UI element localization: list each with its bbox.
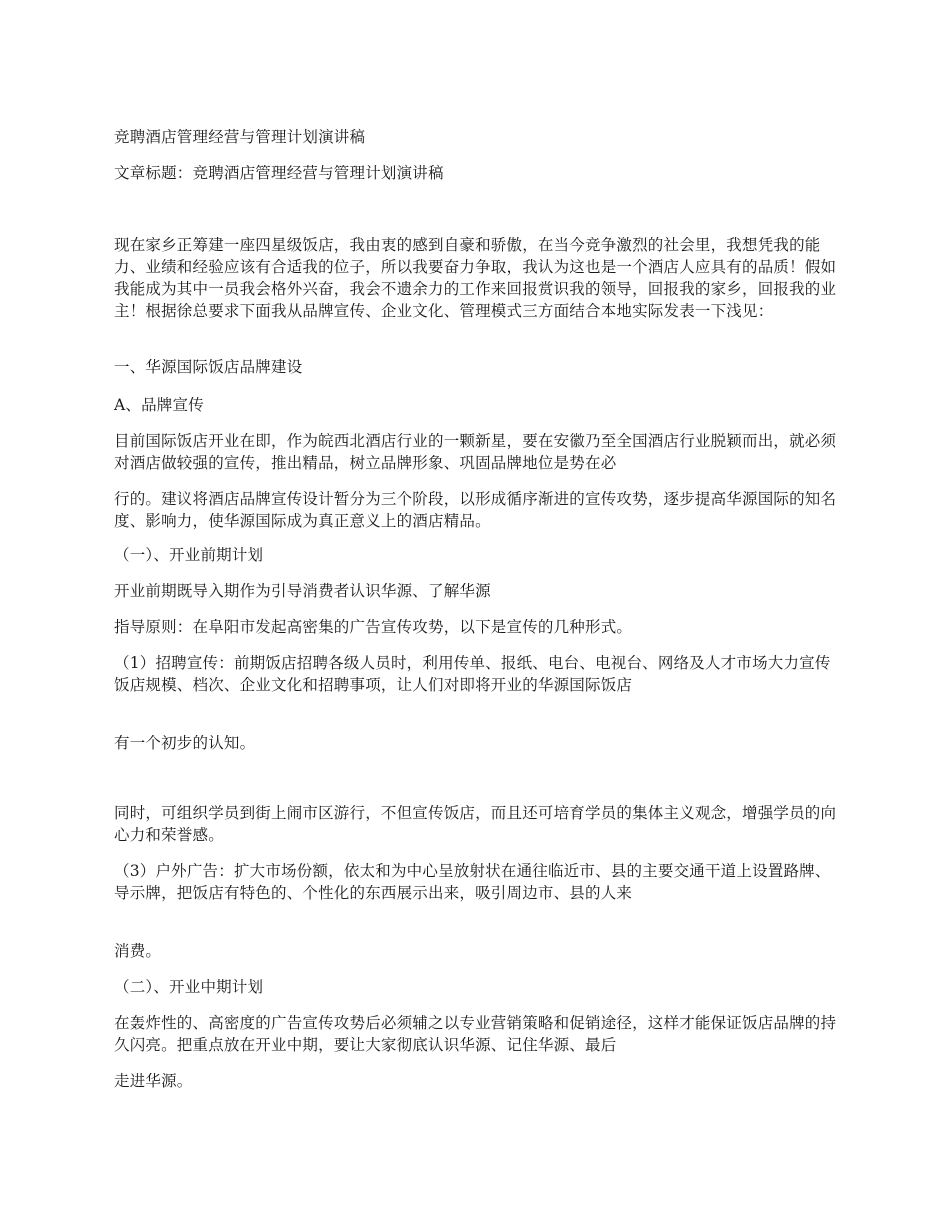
intro-paragraph: 现在家乡正筹建一座四星级饭店，我由衷的感到自豪和骄傲，在当今竞争激烈的社会里，我想凭我的能力、业绩和经验应该有合适我的位子，所以我要奋力争取，我认为这也是一个酒店人应具有的品质！假如我能成为其中一员我会格外兴奋，我会不遗余力的工作来回报赏识我的领导，回报我的家乡，回报我的业主！根据徐总要求下面我从品牌宣传、企业文化、管理模式三方面结合本地实际发表一下浅见： bbox=[114, 236, 837, 320]
paragraph-brand-promotion: 目前国际饭店开业在即，作为皖西北酒店行业的一颗新星，要在安徽乃至全国酒店行业脱颖而出，就必须对酒店做较强的宣传，推出精品，树立品牌形象、巩固品牌地位是势在必 bbox=[114, 432, 837, 472]
document-title: 竞聘酒店管理经营与管理计划演讲稿 bbox=[114, 128, 366, 146]
heading-mid-opening-plan: （二）、开业中期计划 bbox=[114, 978, 264, 996]
subsection-heading-brand-promotion: A、品牌宣传 bbox=[114, 396, 204, 414]
paragraph-walk-in: 走进华源。 bbox=[114, 1072, 193, 1090]
heading-pre-opening-plan: （一）、开业前期计划 bbox=[114, 546, 264, 564]
paragraph-parade: 同时，可组织学员到街上闹市区游行，不但宣传饭店，而且还可培育学员的集体主义观念，增强学员的向心力和荣誉感。 bbox=[114, 804, 837, 844]
paragraph-outdoor-ads: （3）户外广告：扩大市场份额，依太和为中心呈放射状在通往临近市、县的主要交通干道上设置路牌、导示牌，把饭店有特色的、个性化的东西展示出来，吸引周边市、县的人来 bbox=[114, 862, 831, 902]
paragraph-recruitment-promotion: （1）招聘宣传：前期饭店招聘各级人员时，利用传单、报纸、电台、电视台、网络及人才市场大力宣传饭店规模、档次、企业文化和招聘事项，让人们对即将开业的华源国际饭店 bbox=[114, 654, 831, 694]
paragraph-promotion-stages: 行的。建议将酒店品牌宣传设计暂分为三个阶段，以形成循序渐进的宣传攻势，逐步提高华源国际的知名度、影响力，使华源国际成为真正意义上的酒店精品。 bbox=[114, 490, 837, 530]
article-title: 文章标题：竞聘酒店管理经营与管理计划演讲稿 bbox=[114, 164, 444, 182]
paragraph-pre-opening-intro: 开业前期既导入期作为引导消费者认识华源、了解华源 bbox=[114, 582, 491, 600]
paragraph-mid-opening: 在轰炸性的、高密度的广告宣传攻势后必须辅之以专业营销策略和促销途径，这样才能保证饭店品牌的持久闪亮。把重点放在开业中期，要让大家彻底认识华源、记住华源、最后 bbox=[114, 1014, 837, 1054]
section-heading-brand-building: 一、华源国际饭店品牌建设 bbox=[114, 358, 303, 376]
paragraph-initial-awareness: 有一个初步的认知。 bbox=[114, 734, 256, 752]
document-page bbox=[114, 0, 842, 1230]
paragraph-guiding-principle: 指导原则：在阜阳市发起高密集的广告宣传攻势，以下是宣传的几种形式。 bbox=[114, 618, 633, 636]
paragraph-consumption: 消费。 bbox=[114, 942, 162, 960]
